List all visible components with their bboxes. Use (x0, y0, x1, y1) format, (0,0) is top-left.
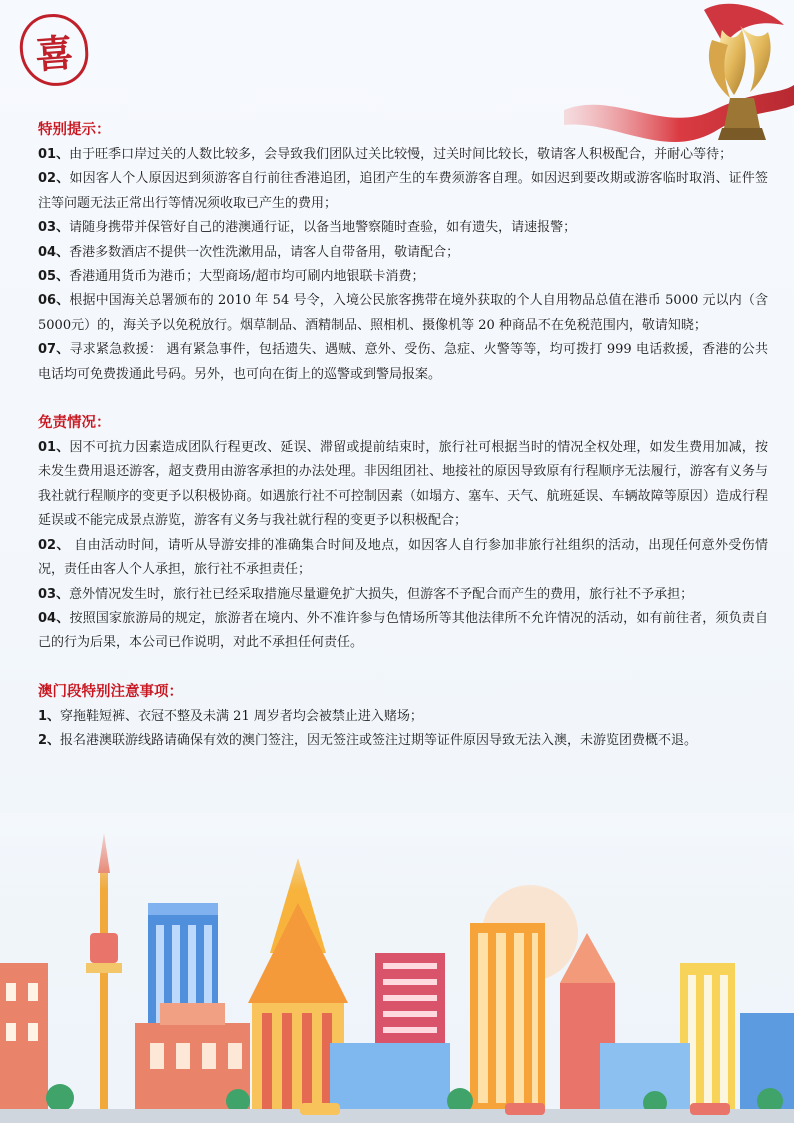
list-item: 04、香港多数酒店不提供一次性洗漱用品，请客人自带备用，敬请配合； (38, 244, 460, 260)
list-item: 02、如因客人个人原因迟到须游客自行前往香港追团，追团产生的车费须游客自理。如因迟到要改期或游客临时取消、证件签注等问题无法正常出行等情况须收取已产生的费用； (38, 171, 768, 211)
list-item: 01、因不可抗力因素造成团队行程更改、延误、滞留或提前结束时，旅行社可根据当时的情况全权处理，如发生费用加减，按未发生费用退还游客，超支费用由游客承担的办法处理。非因组团社、地接社的原因导致原有行程顺序无法履行，游客有义务与我社就行程顺序的变更予以积极协商。如遇旅行社不可控制因素（如塌方、塞车、天气、航班延误、车辆故障等原因）造成行程延误或不能完成景点游览，游客有义务与我社就行程的变更予以积极配合； (38, 440, 768, 529)
section-title: 免责情况： (38, 415, 111, 432)
list-item: 04、按照国家旅游局的规定，旅游者在境内、外不准许参与色情场所等其他法律所不允许情况的活动，如有前往者，须负责自己的行为后果，本公司已作说明，对此不承担任何责任。 (38, 610, 768, 651)
list-item: 02、 自由活动时间，请听从导游安排的准确集合时间及地点，如因客人自行参加非旅行社组织的活动，出现任何意外受伤情况，责任由客人个人承担，旅行社不承担责任； (38, 537, 769, 578)
list-item: 05、香港通用货币为港币；大型商场/超市均可刷内地银联卡消费； (38, 269, 425, 285)
section-macau-notes (38, 680, 768, 754)
list-item: 03、请随身携带并保管好自己的港澳通行证，以备当地警察随时查验，如有遗失，请速报警； (38, 220, 577, 236)
section-disclaimer (38, 411, 768, 656)
section-title: 澳门段特别注意事项： (38, 683, 183, 700)
macau-skyline-illustration (0, 813, 794, 1123)
section-title: 特别提示： (38, 122, 111, 138)
list-item: 2、报名港澳联游线路请确保有效的澳门签注，因无签注或签注过期等证件原因导致无法入澳，未游览团费概不退。 (38, 733, 698, 749)
list-item: 01、由于旺季口岸过关的人数比较多，会导致我们团队过关比较慢，过关时间比较长，敬请客人积极配合，并耐心等待； (38, 147, 733, 162)
list-item: 1、穿拖鞋短裤、衣冠不整及未满 21 周岁者均会被禁止进入赌场； (38, 708, 423, 724)
section-special-notes (38, 118, 768, 387)
list-item: 03、意外情况发生时，旅行社已经采取措施尽量避免扩大损失，但游客不予配合而产生的费用，旅行社不予承担； (38, 586, 694, 602)
notice-content (38, 118, 768, 778)
seal-character: 喜 (33, 29, 75, 77)
list-item: 06、根据中国海关总署颁布的 2010 年 54 号令，入境公民旅客携带在境外获取的个人自用物品总值在港币 5000 元以内（含 5000元）的，海关予以免税放行。烟草制品、酒精制品、照相机、摄像机等 20 种商品不在免税范围内，敬请知晓； (38, 293, 768, 333)
list-item: 07、寻求紧急救援： 遇有紧急事件，包括遗失、遇贼、意外、受伤、急症、火警等等，均可拨打 999 电话救援，香港的公共电话均可免费拨通此号码。另外，也可向在街上的巡警或到警局报案。 (38, 342, 768, 382)
